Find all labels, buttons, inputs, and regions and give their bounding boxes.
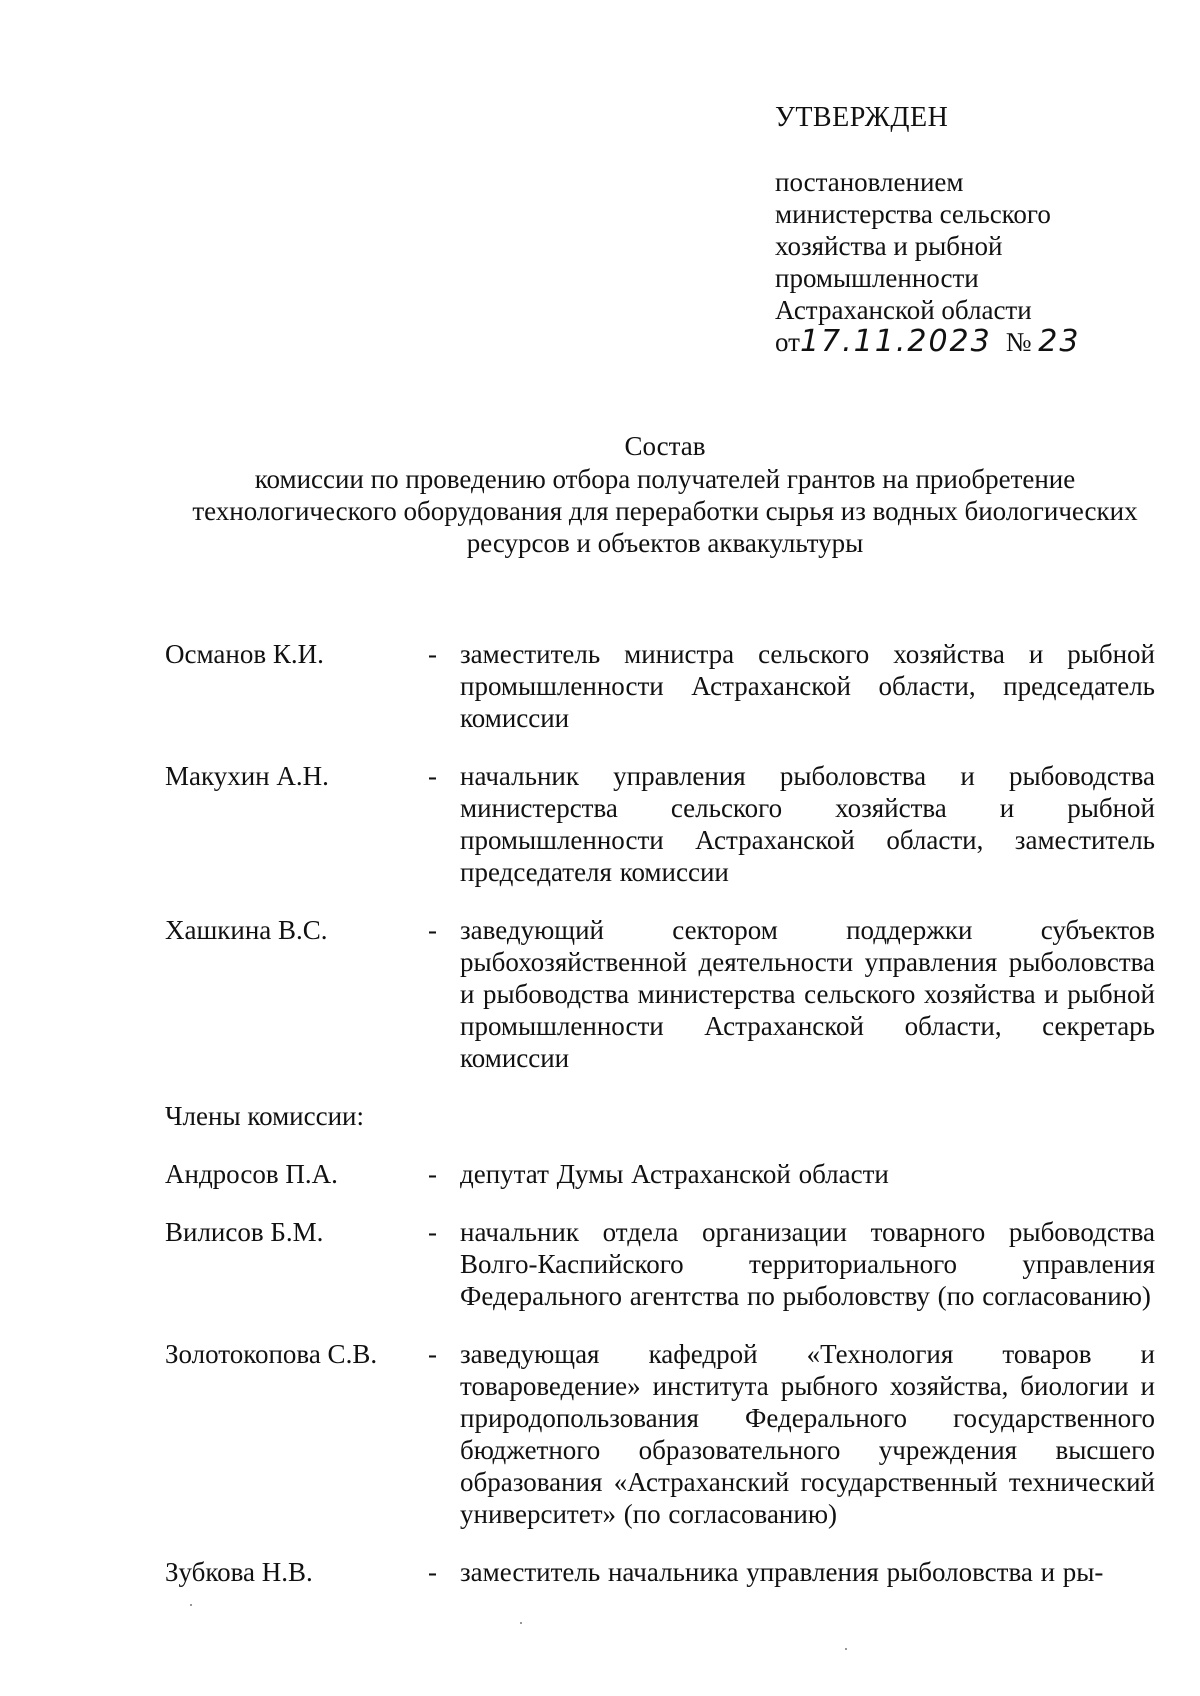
member-row [165, 1216, 1155, 1312]
document-heading [165, 430, 1165, 559]
member-role: депутат Думы Астраханской области [460, 1159, 889, 1189]
members-section-label: Члены комиссии: [165, 1101, 364, 1131]
member-name: Османов К.И. [165, 639, 324, 669]
member-dash: - [428, 1557, 437, 1587]
member-role: заведующий сектором поддержки субъектов рыбохозяйственной деятельности управления рыболовства и рыбоводства министерства сельского хозяйства и рыбной промышленности Астраханской области, секретарь комиссии [460, 915, 1155, 1073]
approval-title: УТВЕРЖДЕН [775, 102, 949, 133]
member-name: Макухин А.Н. [165, 761, 329, 791]
member-row-secretary [165, 914, 1155, 1074]
commission-members-list [165, 638, 1155, 1614]
member-row [165, 1556, 1155, 1588]
member-name: Андросов П.А. [165, 1159, 338, 1189]
approval-line: министерства сельского [775, 199, 1051, 229]
member-role: заместитель начальника управления рыболовства и ры- [460, 1557, 1104, 1587]
member-dash: - [428, 639, 437, 669]
member-dash: - [428, 761, 437, 791]
number-label: № [1005, 327, 1032, 357]
member-row-chair [165, 638, 1155, 734]
member-dash: - [428, 1217, 437, 1247]
approval-date-line [775, 326, 1155, 358]
scan-speck [845, 1648, 847, 1650]
approval-stamp-block [775, 102, 1155, 358]
scan-speck [520, 1622, 522, 1624]
approval-line: Астраханской области [775, 295, 1032, 325]
member-role: заместитель министра сельского хозяйства и рыбной промышленности Астраханской области, председатель комиссии [460, 639, 1155, 733]
member-name: Вилисов Б.М. [165, 1217, 324, 1247]
member-name: Хашкина В.С. [165, 915, 328, 945]
approval-line: постановлением [775, 167, 964, 197]
member-role: начальник отдела организации товарного рыбоводства Волго-Каспийского территориального управления Федерального агентства по рыболовству (по согласованию) [460, 1217, 1155, 1311]
approval-line: промышленности [775, 263, 979, 293]
handwritten-date: 17.11.2023 [799, 324, 992, 359]
approval-line: хозяйства и рыбной [775, 231, 1003, 261]
member-row [165, 1338, 1155, 1530]
member-row [165, 1158, 1155, 1190]
document-title: Состав [624, 431, 706, 461]
member-dash: - [428, 1339, 437, 1369]
scan-speck [190, 1604, 192, 1606]
member-dash: - [428, 1159, 437, 1189]
handwritten-number: 23 [1038, 324, 1081, 359]
member-name: Зубкова Н.В. [165, 1557, 313, 1587]
member-row-deputy-chair [165, 760, 1155, 888]
document-subtitle: комиссии по проведению отбора получателей грантов на приобретение технологического оборудования для переработки сырья из водных биологических ресурсов и объектов аквакультуры [192, 464, 1138, 558]
member-role: начальник управления рыболовства и рыбоводства министерства сельского хозяйства и рыбной промышленности Астраханской области, заместитель председателя комиссии [460, 761, 1155, 887]
member-dash: - [428, 915, 437, 945]
member-role: заведующая кафедрой «Технология товаров и товароведение» института рыбного хозяйства, биологии и природопользования Федерального государственного бюджетного образовательного учреждения высшего образования «Астраханский государственный технический университет» (по согласованию) [460, 1339, 1155, 1529]
member-name: Золотокопова С.В. [165, 1339, 378, 1369]
date-prefix: от [775, 327, 800, 357]
